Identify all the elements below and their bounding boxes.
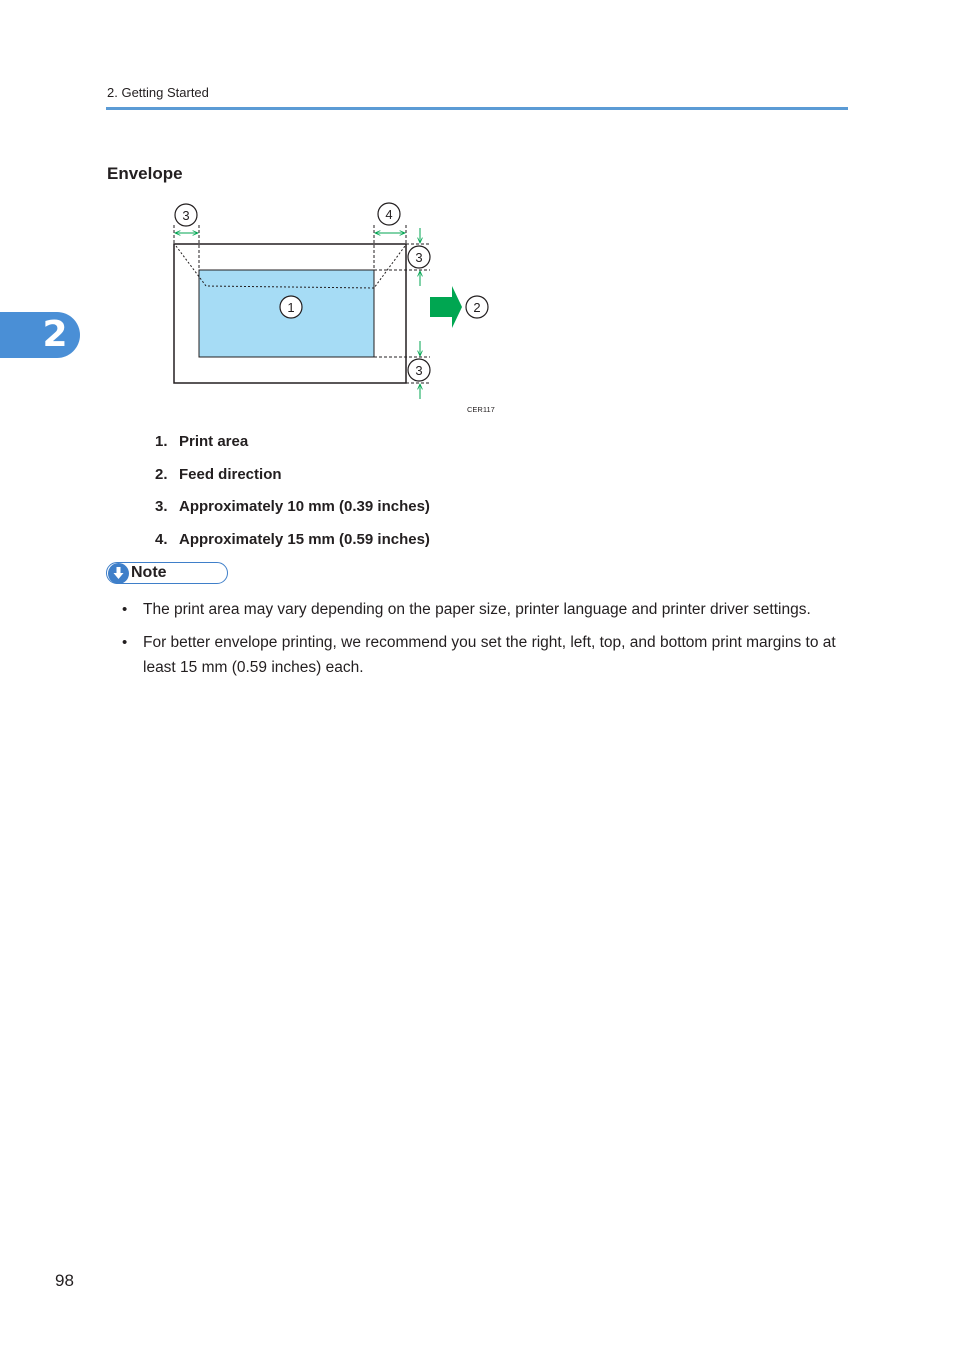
callout-3-top [408,246,430,268]
figure-code: CER117 [467,405,495,414]
note-label: Note [131,564,167,581]
envelope-diagram [160,195,510,420]
list-item-text: Approximately 15 mm (0.59 inches) [179,530,430,548]
svg-text:3: 3 [415,250,423,265]
arrow-down-icon [108,563,129,584]
list-item [155,497,430,530]
list-item [155,432,430,465]
running-header: 2. Getting Started [107,85,209,100]
bullet-text: For better envelope printing, we recommend you set the right, left, top, and bottom print margins to at least 15 mm (0.59 inches) each. [143,634,836,676]
chapter-tab [0,312,80,358]
list-item [155,530,430,563]
list-item-number: 1. [155,433,168,450]
page-number: 98 [55,1271,74,1290]
svg-text:3: 3 [415,363,423,378]
svg-text:4: 4 [385,207,393,222]
bullet-symbol: • [122,601,128,618]
list-item-text: Feed direction [179,465,282,483]
chapter-tab-number: 2 [42,314,68,355]
callout-3-bottom [408,359,430,381]
list-item-text: Approximately 10 mm (0.39 inches) [179,498,430,515]
list-item-number: 2. [155,465,168,483]
svg-text:2: 2 [473,300,481,315]
callout-3-left [175,204,197,226]
callout-2 [466,296,488,318]
list-item [122,597,848,622]
list-item-number: 4. [155,530,168,548]
legend-list [155,432,430,562]
note-bullets [122,597,848,688]
feed-direction-arrow [430,286,462,328]
bullet-text: The print area may vary depending on the paper size, printer language and printer driver settings. [143,601,811,618]
list-item [155,465,430,498]
callout-1 [280,296,302,318]
list-item-number: 3. [155,498,168,515]
svg-text:1: 1 [287,300,295,315]
bullet-symbol: • [122,634,128,651]
header-rule [106,107,848,110]
note-badge [106,562,228,584]
section-heading: Envelope [107,164,183,183]
callout-4 [378,203,400,225]
svg-text:3: 3 [182,208,190,223]
list-item [122,630,848,680]
list-item-text: Print area [179,433,249,450]
